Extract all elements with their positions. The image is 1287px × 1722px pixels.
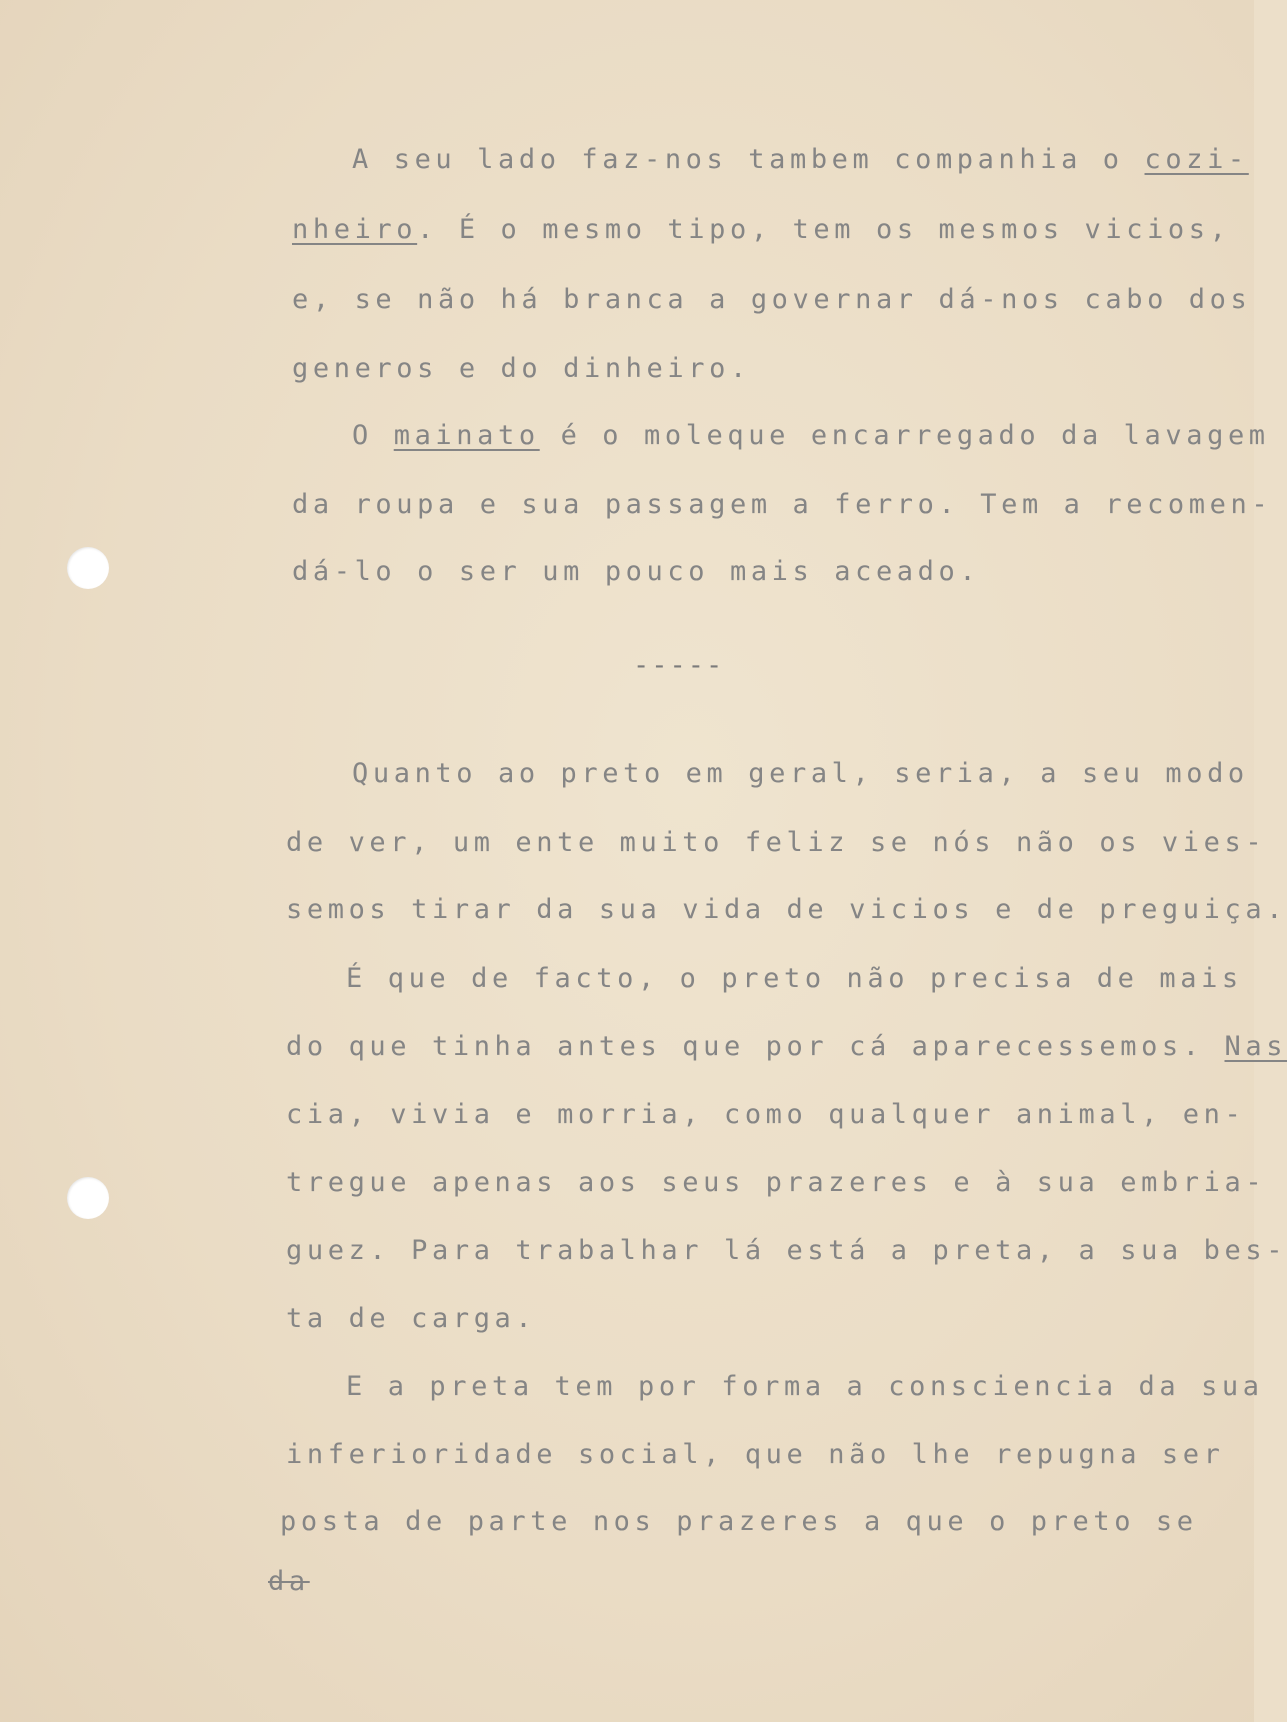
p1-line-4: generos e do dinheiro.: [292, 353, 751, 384]
p1-underlined-word: cozi-: [1144, 144, 1249, 175]
p5-line-1: E a preta tem por forma a consciencia da sua: [346, 1371, 1264, 1402]
p2-line-2: da roupa e sua passagem a ferro. Tem a recomen-: [292, 489, 1273, 520]
p2-line-1-end: é o moleque encarregado da lavagem: [539, 420, 1270, 451]
p2-line-1-start: O: [352, 420, 394, 451]
p4-line-1: É que de facto, o preto não precisa de mais: [346, 963, 1243, 994]
p4-line-2-text: do que tinha antes que por cá aparecessemos.: [286, 1031, 1225, 1062]
p2-line-3: dá-lo o ser um pouco mais aceado.: [292, 556, 981, 587]
p3-line-3: semos tirar da sua vida de vicios e de preguiça.: [286, 894, 1287, 925]
p5-line-2: inferioridade social, que não lhe repugna ser: [286, 1439, 1225, 1470]
p1-line-1-text: A seu lado faz-nos tambem companhia o: [352, 144, 1145, 175]
p4-line-3: cia, vivia e morria, como qualquer animal, en-: [286, 1099, 1246, 1130]
section-separator: -----: [633, 650, 725, 681]
p2-line-1: [352, 422, 1270, 449]
p1-line-2-text: . É o mesmo tipo, tem os mesmos vicios,: [417, 214, 1231, 245]
punch-hole-bottom: [67, 1177, 109, 1219]
p5-line-3: posta de parte nos prazeres a que o preto se: [280, 1506, 1198, 1537]
p4-line-4: tregue apenas aos seus prazeres e à sua embria-: [286, 1167, 1267, 1198]
p2-underlined-word: mainato: [393, 420, 540, 451]
p4-line-5: guez. Para trabalhar lá está a preta, a sua bes-: [286, 1235, 1287, 1266]
p3-line-2: de ver, um ente muito feliz se nós não os vies-: [286, 827, 1267, 858]
p4-underlined-word: Nas: [1224, 1031, 1287, 1062]
p4-line-6: ta de carga.: [286, 1303, 537, 1334]
punch-hole-top: [67, 547, 109, 589]
p5-line-4-struck: da: [268, 1566, 310, 1597]
p1-line-1: [352, 146, 1249, 173]
p3-line-1: Quanto ao preto em geral, seria, a seu modo: [352, 758, 1249, 789]
p4-line-2: [286, 1033, 1287, 1060]
p1-underlined-word-continued: nheiro: [292, 214, 418, 245]
p1-line-2: [292, 216, 1231, 243]
p1-line-3: e, se não há branca a governar dá-nos cabo dos: [292, 284, 1252, 315]
